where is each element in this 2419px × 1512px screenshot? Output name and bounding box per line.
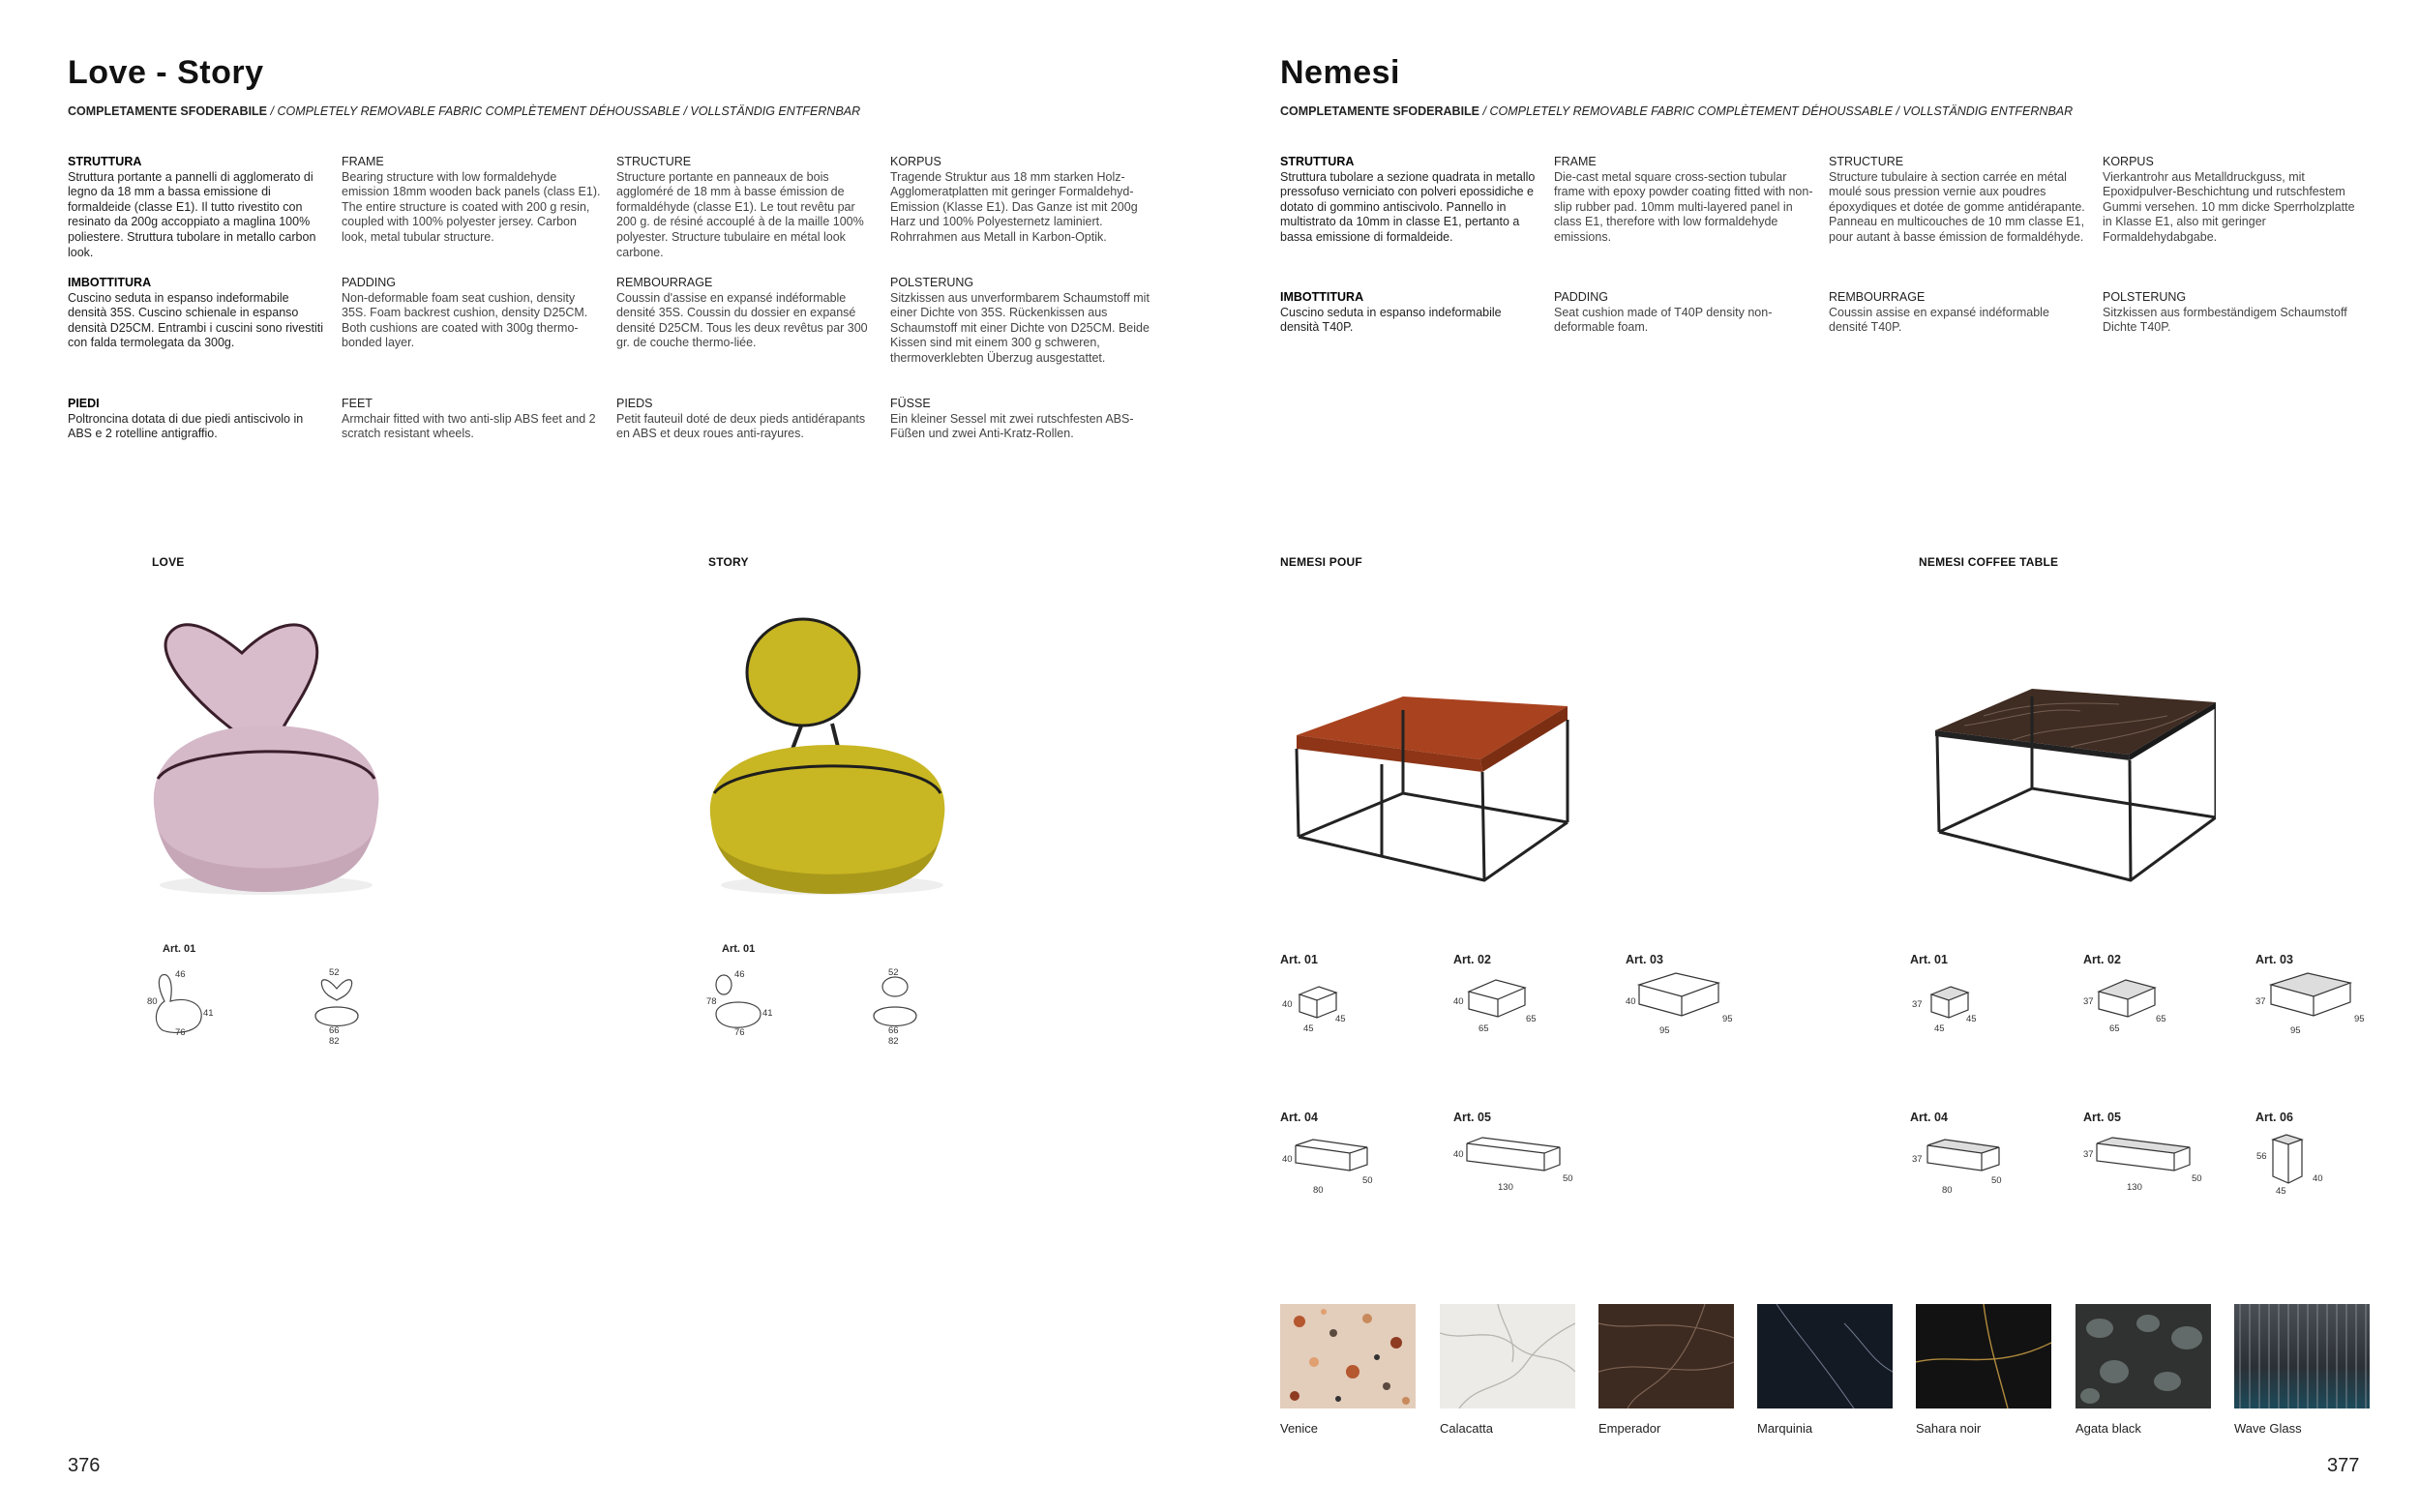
spec-text: Petit fauteuil doté de deux pieds antidérapants en ABS et deux roues anti-rayures. <box>616 411 866 441</box>
finish-name: Emperador <box>1598 1421 1661 1436</box>
spec-de-polsterung <box>2103 290 2364 336</box>
finish-name: Agata black <box>2076 1421 2141 1436</box>
coffee-art-03-d: 95 <box>2354 1014 2365 1024</box>
spec-it-struttura <box>68 155 329 260</box>
finish-emperador <box>1598 1304 1734 1436</box>
love-dim-front-d1: 66 <box>329 1025 340 1036</box>
spec-text: Poltroncina dotata di due piedi antiscivolo in ABS e 2 rotelline antigraffio. <box>68 411 304 441</box>
love-art-label: Art. 01 <box>163 943 196 955</box>
coffee-art-06-label: Art. 06 <box>2255 1111 2293 1124</box>
pouf-art-03-w: 95 <box>1659 1025 1670 1036</box>
coffee-art-06-d: 40 <box>2313 1173 2323 1184</box>
spec-heading: PIEDI <box>68 397 100 410</box>
subtitle <box>1280 104 2073 118</box>
spec-text: Non-deformable foam seat cushion, density 35S. Foam backrest cushion, density D25CM. Both cushions are coated with 300g thermo-bonded layer. <box>342 290 588 350</box>
swatch-calacatta <box>1440 1304 1575 1408</box>
product-label-love: LOVE <box>152 555 185 569</box>
pouf-art-03-d: 95 <box>1722 1014 1733 1024</box>
finish-sahara-noir <box>1916 1304 2051 1436</box>
love-dim-depth: 76 <box>175 1027 186 1038</box>
spec-heading: IMBOTTITURA <box>1280 290 1364 304</box>
story-dim-front-d2: 82 <box>888 1036 899 1047</box>
spec-heading: REMBOURRAGE <box>1829 290 1926 304</box>
pouf-art-04-h: 40 <box>1282 1154 1293 1165</box>
spec-text: Vierkantrohr aus Metalldruckguss, mit Epoxidpulver-Beschichtung und rutschfestem Gummi versehen. 10 mm dicke Sperrholzplatte in Klasse E1, also mit geringer Formaldehydabgabe. <box>2103 169 2355 244</box>
coffee-art-04-w: 80 <box>1942 1185 1953 1196</box>
spec-text: Sitzkissen aus formbeständigem Schaumstoff Dichte T40P. <box>2103 305 2347 335</box>
pouf-art-01-h: 40 <box>1282 999 1293 1010</box>
love-dim-height: 80 <box>147 996 158 1007</box>
coffee-art-04-d: 50 <box>1991 1175 2002 1186</box>
coffee-art-05-w: 130 <box>2127 1182 2142 1193</box>
spec-fr-pieds <box>616 397 878 442</box>
story-dim-front-width: 52 <box>888 967 899 978</box>
subtitle-bold: COMPLETAMENTE SFODERABILE <box>68 104 268 118</box>
finish-name: Marquinia <box>1757 1421 1813 1436</box>
spec-heading: STRUCTURE <box>1829 155 1904 168</box>
right-page <box>1210 0 2419 1512</box>
story-art-label: Art. 01 <box>722 943 756 955</box>
page-title: Love - Story <box>68 54 264 91</box>
spec-heading: FRAME <box>1554 155 1597 168</box>
spec-de-korpus <box>2103 155 2364 246</box>
finish-venice <box>1280 1304 1416 1436</box>
coffee-art-02-w: 65 <box>2109 1023 2120 1034</box>
spec-heading: FÜSSE <box>890 397 931 410</box>
coffee-art-05-diagram <box>2093 1132 2199 1185</box>
coffee-art-02-d: 65 <box>2156 1014 2166 1024</box>
spec-text: Armchair fitted with two anti-slip ABS feet and 2 scratch resistant wheels. <box>342 411 596 441</box>
spec-text: Bearing structure with low formaldehyde emission 18mm wooden back panels (class E1). The entire structure is coated with 200 g resin, coupled with 100% polyester jersey. Carbon look, metal tubular structure. <box>342 169 601 244</box>
product-label-story: STORY <box>708 555 749 569</box>
pouf-art-02-h: 40 <box>1453 996 1464 1007</box>
swatch-sahara-noir <box>1916 1304 2051 1408</box>
spec-heading: POLSTERUNG <box>890 276 974 289</box>
story-dim-height: 78 <box>706 996 717 1007</box>
finish-name: Wave Glass <box>2234 1421 2302 1436</box>
spec-text: Die-cast metal square cross-section tubular frame with epoxy powder coating fitted with non-slip rubber pad. 10mm multi-layered panel in class E1, therefore with low formaldehyde emissions. <box>1554 169 1813 244</box>
spec-it-imbottitura <box>68 276 329 351</box>
finish-name: Venice <box>1280 1421 1319 1436</box>
coffee-art-06-h: 56 <box>2256 1151 2267 1162</box>
spec-heading: PIEDS <box>616 397 653 410</box>
subtitle-italic: / COMPLETELY REMOVABLE FABRIC COMPLÈTEMENT DÉHOUSSABLE / VOLLSTÄNDIG ENTFERNBAR <box>267 104 861 118</box>
spec-fr-rembourrage <box>616 276 878 351</box>
spec-heading: KORPUS <box>2103 155 2154 168</box>
product-label-coffee-table: NEMESI COFFEE TABLE <box>1919 555 2059 569</box>
love-armchair-photo <box>140 609 392 900</box>
pouf-art-03-h: 40 <box>1626 996 1636 1007</box>
spec-de-polsterung <box>890 276 1151 367</box>
finish-calacatta <box>1440 1304 1575 1436</box>
pouf-art-02-w: 65 <box>1478 1023 1489 1034</box>
coffee-art-03-w: 95 <box>2290 1025 2301 1036</box>
subtitle-bold: COMPLETAMENTE SFODERABILE <box>1280 104 1480 118</box>
coffee-art-05-d: 50 <box>2192 1173 2202 1184</box>
story-front-back <box>882 977 908 996</box>
coffee-art-03-diagram <box>2267 967 2364 1025</box>
spec-it-piedi <box>68 397 329 442</box>
subtitle <box>68 104 860 118</box>
story-dim-front-d1: 66 <box>888 1025 899 1036</box>
pouf-art-03-label: Art. 03 <box>1626 953 1663 966</box>
spec-de-fusse <box>890 397 1151 442</box>
coffee-art-01-d: 45 <box>1966 1014 1977 1024</box>
spec-text: Seat cushion made of T40P density non-deformable foam. <box>1554 305 1773 335</box>
pouf-art-03-diagram <box>1635 967 1732 1025</box>
coffee-art-06-w: 45 <box>2276 1186 2286 1197</box>
spec-en-frame <box>1554 155 1815 246</box>
spec-fr-structure <box>616 155 878 260</box>
spec-text: Coussin assise en expansé indéformable densité T40P. <box>1829 305 2049 335</box>
spec-heading: FEET <box>342 397 373 410</box>
spec-text: Structure tubulaire à section carrée en métal moulé sous pression vernie aux poudres époxydiques et dotée de gomme antidérapante. Panneau en multicouches de 10 mm classe E1, pour autant à basse émission de formaldéhyde. <box>1829 169 2085 244</box>
finish-name: Calacatta <box>1440 1421 1493 1436</box>
coffee-art-02-label: Art. 02 <box>2083 953 2121 966</box>
finish-name: Sahara noir <box>1916 1421 1982 1436</box>
spec-en-frame <box>342 155 603 246</box>
story-dim-seat: 41 <box>762 1008 773 1019</box>
love-side-outline <box>156 974 201 1032</box>
story-dim-width: 46 <box>734 969 745 980</box>
spec-heading: REMBOURRAGE <box>616 276 713 289</box>
coffee-art-01-h: 37 <box>1912 999 1923 1010</box>
finish-wave-glass <box>2234 1304 2370 1436</box>
pouf-art-04-w: 80 <box>1313 1185 1324 1196</box>
pouf-art-05-w: 130 <box>1498 1182 1513 1193</box>
love-backrest <box>165 625 317 745</box>
spec-text: Cuscino seduta in espanso indeformabile densità T40P. <box>1280 305 1502 335</box>
spec-text: Cuscino seduta in espanso indeformabile densità 35S. Cuscino schienale in espanso densità D25CM. Entrambi i cuscini sono rivestiti con falda termolegata da 300g. <box>68 290 323 350</box>
story-side-seat <box>716 1002 761 1027</box>
product-label-pouf: NEMESI POUF <box>1280 555 1362 569</box>
spec-text: Structure portante en panneaux de bois aggloméré de 18 mm à basse émission de formaldéhyde (classe E1). Le tout revêtu par 200 g. de résiné accouplé à de la maille 100% polyester. Structure tubulaire en métal look carbone. <box>616 169 864 259</box>
page-number: 376 <box>68 1455 101 1476</box>
love-front-back <box>321 980 351 1000</box>
coffee-art-03-label: Art. 03 <box>2255 953 2293 966</box>
spec-de-korpus <box>890 155 1151 246</box>
spec-en-padding <box>342 276 603 351</box>
swatch-marquinia <box>1757 1304 1893 1408</box>
coffee-art-06-diagram <box>2267 1130 2315 1193</box>
spec-text: Coussin d'assise en expansé indéformable densité 35S. Coussin du dossier en expansé densité D25CM. Tous les deux revêtus par 300 gr. de couche thermo-liée. <box>616 290 868 350</box>
spec-en-feet <box>342 397 603 442</box>
pouf-art-05-h: 40 <box>1453 1149 1464 1160</box>
story-dim-depth: 76 <box>734 1027 745 1038</box>
spec-en-padding <box>1554 290 1815 336</box>
subtitle-italic: / COMPLETELY REMOVABLE FABRIC COMPLÈTEMENT DÉHOUSSABLE / VOLLSTÄNDIG ENTFERNBAR <box>1479 104 2074 118</box>
pouf-art-02-d: 65 <box>1526 1014 1537 1024</box>
swatch-agata-black <box>2076 1304 2211 1408</box>
finish-marquinia <box>1757 1304 1893 1436</box>
story-front-seat <box>874 1007 916 1026</box>
pouf-art-04-label: Art. 04 <box>1280 1111 1318 1124</box>
pouf-art-01-w: 45 <box>1303 1023 1314 1034</box>
pouf-art-05-diagram <box>1463 1132 1569 1185</box>
coffee-art-04-h: 37 <box>1912 1154 1923 1165</box>
spec-heading: POLSTERUNG <box>2103 290 2187 304</box>
pouf-art-04-d: 50 <box>1362 1175 1373 1186</box>
swatch-emperador <box>1598 1304 1734 1408</box>
love-dim-width: 46 <box>175 969 186 980</box>
pouf-art-05-label: Art. 05 <box>1453 1111 1491 1124</box>
pouf-art-01-label: Art. 01 <box>1280 953 1318 966</box>
love-dim-seat: 41 <box>203 1008 214 1019</box>
coffee-art-02-h: 37 <box>2083 996 2094 1007</box>
coffee-art-01-label: Art. 01 <box>1910 953 1948 966</box>
finish-agata-black <box>2076 1304 2211 1436</box>
spec-it-imbottitura <box>1280 290 1541 336</box>
story-backrest <box>747 619 859 726</box>
swatch-venice <box>1280 1304 1416 1408</box>
coffee-table-photo <box>1926 667 2216 890</box>
spec-fr-rembourrage <box>1829 290 2090 336</box>
spec-fr-structure <box>1829 155 2090 246</box>
coffee-art-03-h: 37 <box>2255 996 2266 1007</box>
coffee-art-04-label: Art. 04 <box>1910 1111 1948 1124</box>
coffee-art-01-w: 45 <box>1934 1023 1945 1034</box>
spec-heading: PADDING <box>342 276 397 289</box>
story-armchair-photo <box>697 609 958 900</box>
spec-heading: STRUCTURE <box>616 155 692 168</box>
spec-heading: KORPUS <box>890 155 941 168</box>
pouf-art-01-d: 45 <box>1335 1014 1346 1024</box>
spec-it-struttura <box>1280 155 1541 246</box>
pouf-art-05-d: 50 <box>1563 1173 1573 1184</box>
spec-heading: STRUTTURA <box>1280 155 1355 168</box>
coffee-art-05-label: Art. 05 <box>2083 1111 2121 1124</box>
coffee-table-marble-top <box>1935 689 2216 755</box>
spec-heading: FRAME <box>342 155 384 168</box>
pouf-photo <box>1277 667 1577 890</box>
page-title: Nemesi <box>1280 54 1400 91</box>
love-dim-front-width: 52 <box>329 967 340 978</box>
coffee-art-05-h: 37 <box>2083 1149 2094 1160</box>
spec-text: Ein kleiner Sessel mit zwei rutschfesten ABS-Füßen und zwei Anti-Kratz-Rollen. <box>890 411 1134 441</box>
story-side-back <box>716 975 732 994</box>
spec-heading: IMBOTTITURA <box>68 276 152 289</box>
pouf-art-02-label: Art. 02 <box>1453 953 1491 966</box>
spec-text: Tragende Struktur aus 18 mm starken Holz-Agglomeratplatten mit geringer Formaldehyd-Emission (Klasse E1). Das Ganze ist mit 200g Harz und 100% Polyesternetz laminiert. Rohrrahmen aus Metall in Karbon-Optik. <box>890 169 1138 244</box>
spec-text: Sitzkissen aus unverformbarem Schaumstoff mit einer Dichte von 35S. Rückenkissen aus Schaumstoff mit einer Dichte von D25CM. Beide Kissen sind mit einem 300 g schweren, thermoverklebten Überzug ausgestattet. <box>890 290 1150 365</box>
love-dim-front-d2: 82 <box>329 1036 340 1047</box>
love-front-seat <box>315 1007 358 1026</box>
swatch-wave-glass <box>2234 1304 2370 1408</box>
page-number: 377 <box>2327 1455 2360 1476</box>
spec-text: Struttura tubolare a sezione quadrata in metallo pressofuso verniciato con polveri epossidiche e dotato di gommino antiscivolo. Pannello in multistrato da 10mm in classe E1, pertanto a bassa emissione di formaldeide. <box>1280 169 1536 244</box>
spec-heading: PADDING <box>1554 290 1609 304</box>
spec-heading: STRUTTURA <box>68 155 142 168</box>
spec-text: Struttura portante a pannelli di agglomerato di legno da 18 mm a bassa emissione di formaldeide (classe E1). Il tutto rivestito con resinato da 200g accoppiato a maglina 100% poliestere. Struttura tubolare in metallo carbon look. <box>68 169 316 259</box>
